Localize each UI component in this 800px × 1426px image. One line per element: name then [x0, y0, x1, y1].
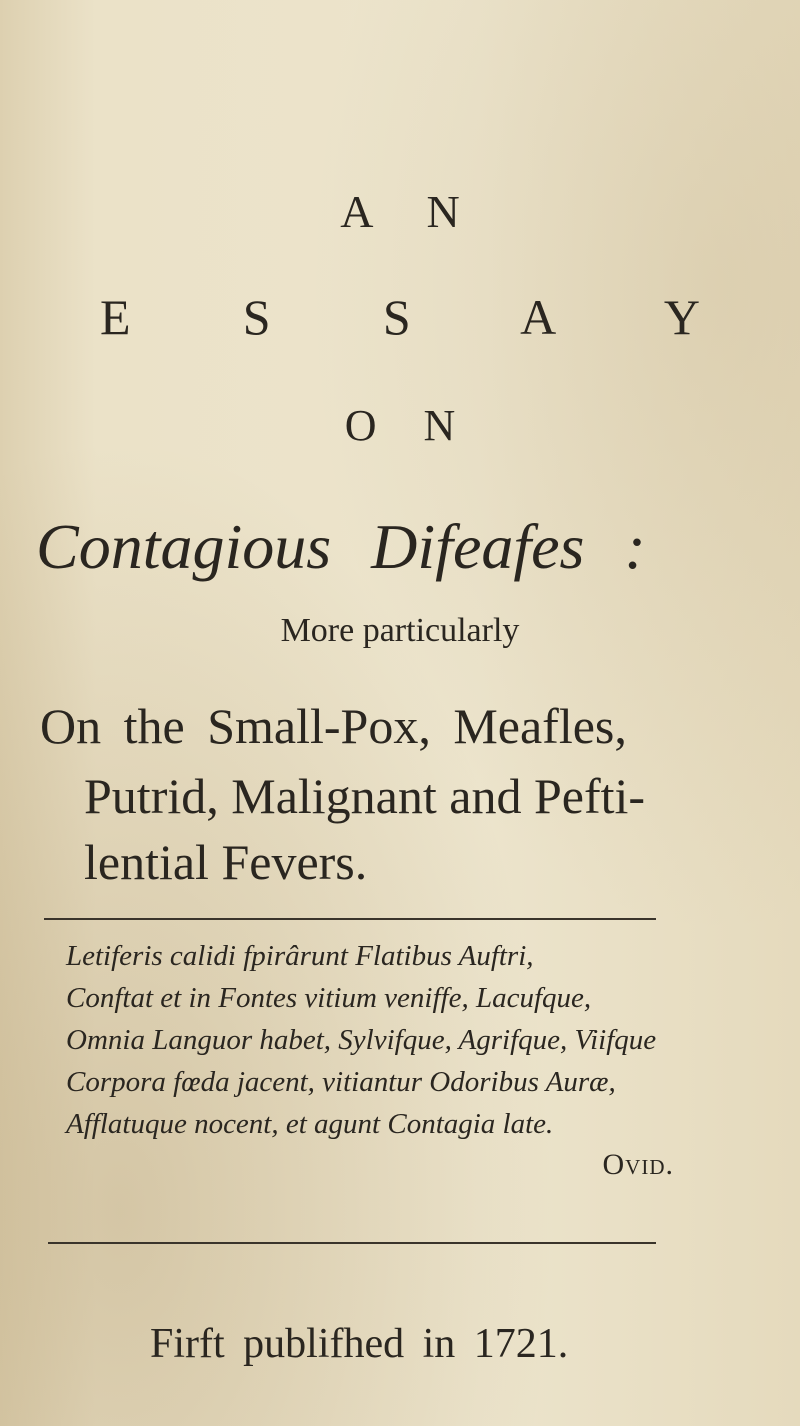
- subtitle-line: lential Fevers.: [84, 834, 368, 890]
- subtitle-line: On the Small-Pox, Meafles,: [40, 698, 627, 754]
- main-title: Contagious Difeafes :: [36, 511, 646, 582]
- epigraph-author: Ovid.: [602, 1148, 674, 1181]
- divider-rule: [44, 918, 656, 920]
- epigraph-line: Conftat et in Fontes vitium veniffe, Lacufque,: [66, 982, 592, 1014]
- epigraph-line: Corpora fœda jacent, vitiantur Odoribus Auræ,: [66, 1066, 616, 1098]
- more-particularly: More particularly: [280, 612, 520, 649]
- epigraph-line: Letiferis calidi fpirârunt Flatibus Auftri,: [66, 940, 534, 972]
- epigraph-line: Afflatuque nocent, et agunt Contagia late.: [66, 1108, 554, 1140]
- heading-an: A N: [340, 186, 482, 237]
- divider-rule: [48, 1242, 656, 1244]
- publication-note: Firft publifhed in 1721.: [150, 1321, 569, 1367]
- heading-essay: E S S A Y: [100, 289, 720, 345]
- epigraph-line: Omnia Languor habet, Sylvifque, Agrifque, Viifque: [66, 1024, 657, 1056]
- subtitle-line: Putrid, Malignant and Pefti-: [84, 768, 646, 824]
- heading-on: O N: [344, 401, 474, 450]
